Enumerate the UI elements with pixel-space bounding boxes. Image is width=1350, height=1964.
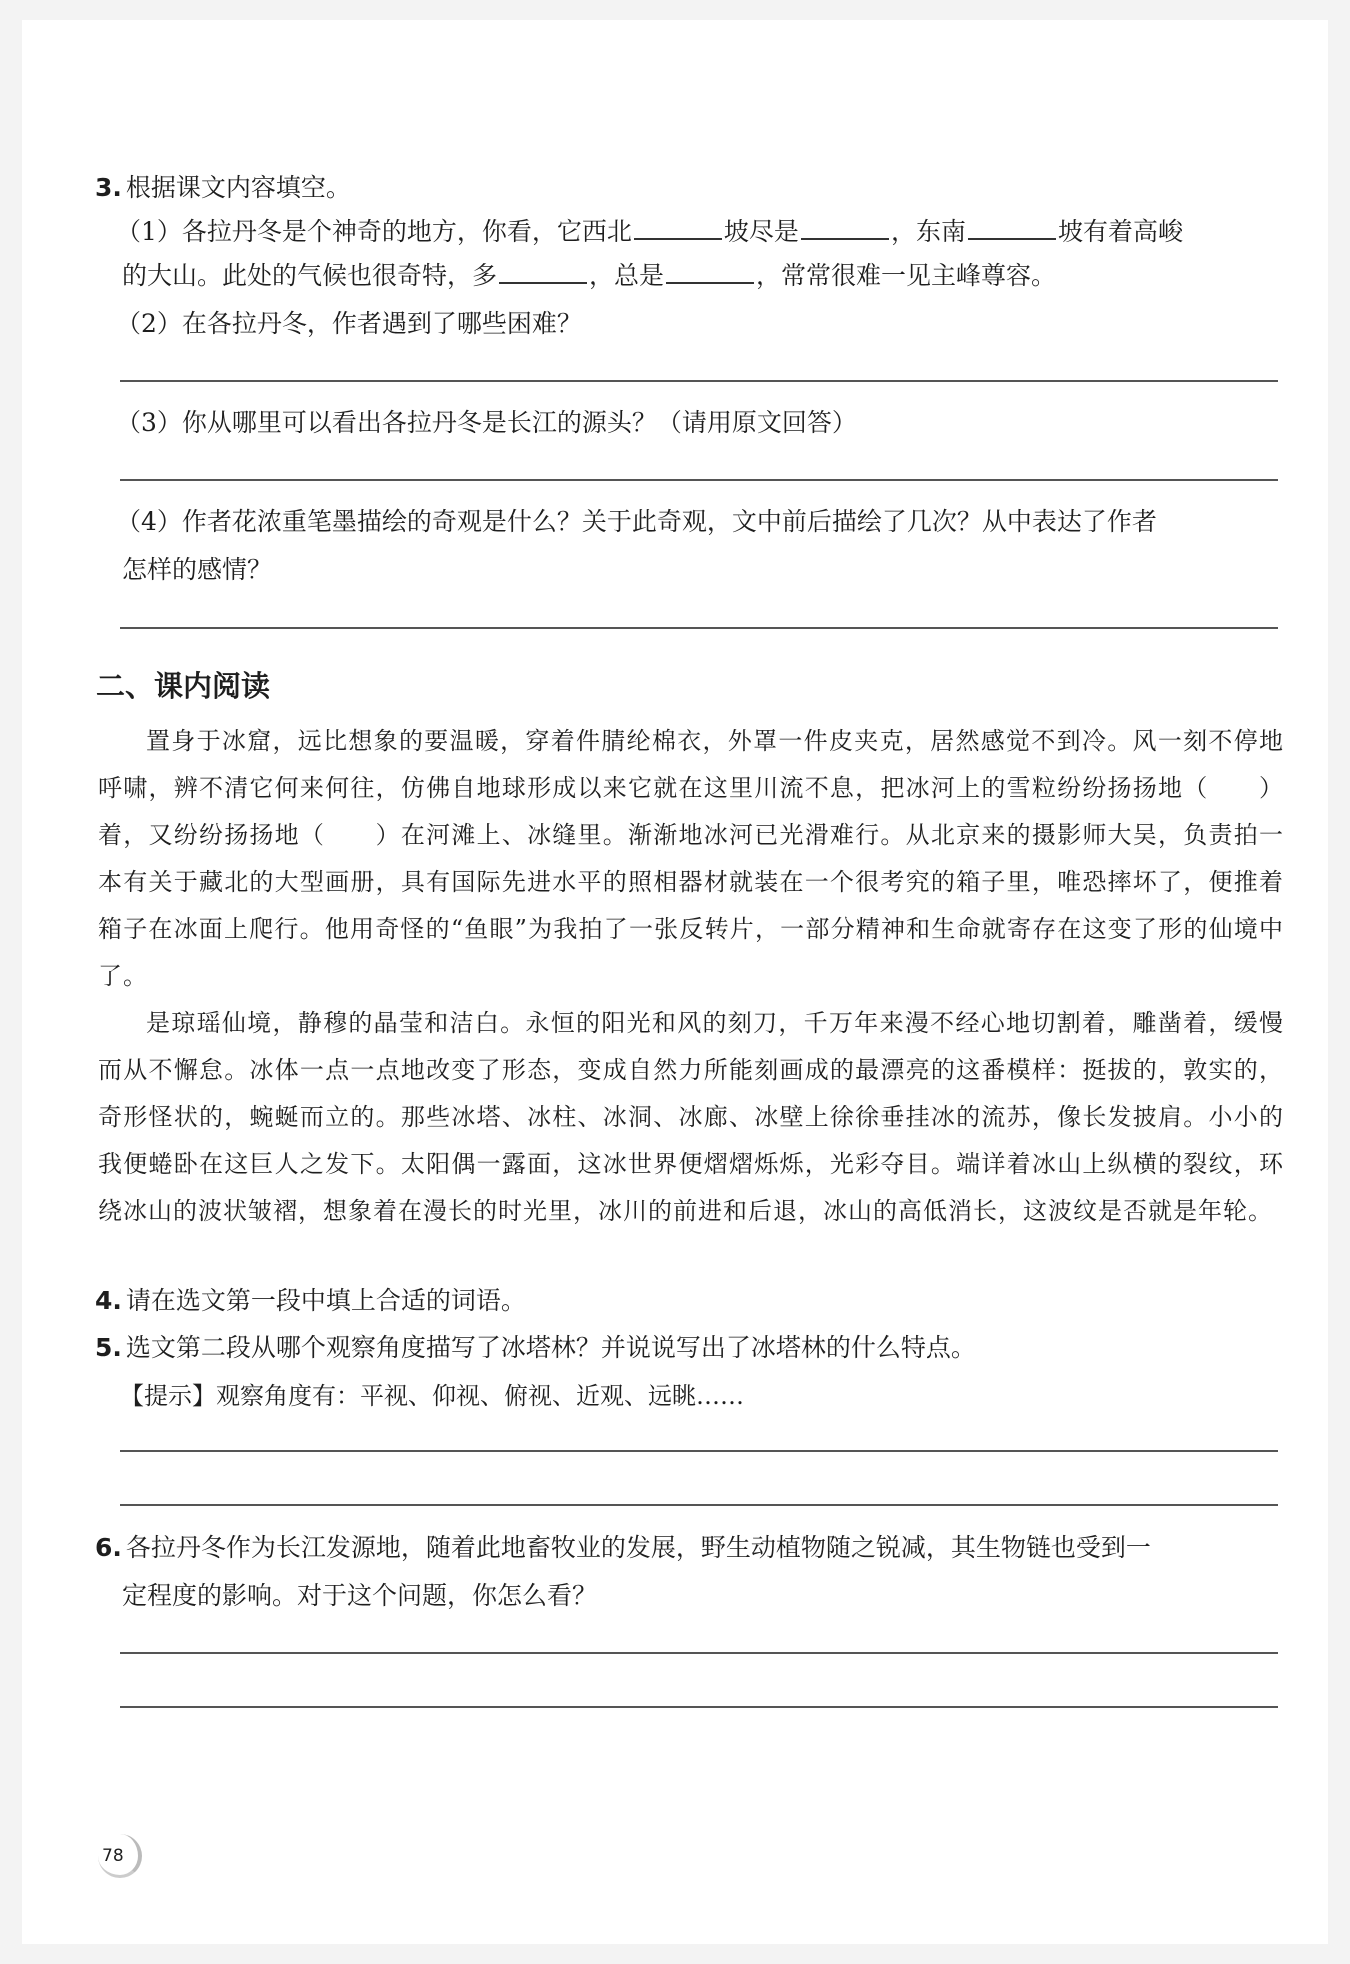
fill-blank[interactable]: [499, 256, 587, 284]
q3-part-1-text: 的大山。此处的气候也很奇特，多: [122, 261, 498, 290]
answer-line[interactable]: [120, 1504, 1278, 1506]
answer-line[interactable]: [120, 380, 1278, 382]
q3-part-1-text: ，常常很难一见主峰尊容。: [756, 261, 1057, 290]
answer-line[interactable]: [120, 1450, 1278, 1452]
q3-part-4-line-2: 怎样的感情？: [122, 555, 273, 584]
question-text: 根据课文内容填空。: [125, 173, 351, 202]
q3-part-1-text: （1）各拉丹冬是个神奇的地方，你看，它西北: [116, 217, 632, 246]
answer-line[interactable]: [120, 1652, 1278, 1654]
q3-part-1-text: ，东南: [890, 217, 966, 246]
question-6: [95, 1530, 1151, 1566]
fill-blank[interactable]: [634, 212, 722, 240]
q3-part-2: （2）在各拉丹冬，作者遇到了哪些困难？: [116, 309, 582, 338]
passage-paragraph-2: 是琼瑶仙境，静穆的晶莹和洁白。永恒的阳光和风的刻刀，千万年来漫不经心地切割着，雕凿着，缓慢而从不懈怠。冰体一点一点地改变了形态，变成自然力所能刻画成的最漂亮的这番模样：挺拔的，敦实的，奇形怪状的，蜿蜒而立的。那些冰塔、冰柱、冰洞、冰廊、冰壁上徐徐垂挂冰的流苏，像长发披肩。小小的我便蜷卧在这巨人之发下。太阳偶一露面，这冰世界便熠熠烁烁，光彩夺目。端详着冰山上纵横的裂纹，环绕冰山的波状皱褶，想象着在漫长的时光里，冰川的前进和后退，冰山的高低消长，这波纹是否就是年轮。: [98, 1009, 1284, 1225]
passage-paragraph-1: 置身于冰窟，远比想象的要温暖，穿着件腈纶棉衣，外罩一件皮夹克，居然感觉不到冷。风一刻不停地呼啸，辨不清它何来何往，仿佛自地球形成以来它就在这里川流不息，把冰河上的雪粒纷纷扬扬地（ ）着，又纷纷扬扬地（ ）在河滩上、冰缝里。渐渐地冰河已光滑难行。从北京来的摄影师大吴，负责拍一本有关于藏北的大型画册，具有国际先进水平的照相器材就装在一个很考究的箱子里，唯恐摔坏了，便推着箱子在冰面上爬行。他用奇怪的“鱼眼”为我拍了一张反转片，一部分精神和生命就寄存在这变了形的仙境中了。: [98, 727, 1284, 990]
q3-part-1-line-2: [122, 256, 1056, 294]
q3-part-1-text: 坡有着高峻: [1057, 217, 1183, 246]
question-text: 各拉丹冬作为长江发源地，随着此地畜牧业的发展，野生动植物随之锐减，其生物链也受到一: [125, 1533, 1151, 1562]
answer-line[interactable]: [120, 479, 1278, 481]
question-number: 4.: [95, 1286, 122, 1315]
q3-part-4-line-1: （4）作者花浓重笔墨描绘的奇观是什么？关于此奇观，文中前后描绘了几次？从中表达了作者: [116, 507, 1157, 536]
question-number: 3.: [95, 173, 122, 202]
question-3: [95, 170, 351, 206]
answer-line[interactable]: [120, 1706, 1278, 1708]
hint-text: 【提示】观察角度有：平视、仰视、俯视、近观、远眺……: [120, 1382, 744, 1410]
question-number: 6.: [95, 1533, 122, 1562]
q3-part-1-text: 坡尽是: [723, 217, 799, 246]
question-text: 请在选文第一段中填上合适的词语。: [125, 1286, 526, 1315]
page-number: 78: [98, 1834, 142, 1878]
question-number: 5.: [95, 1333, 122, 1362]
question-text: 选文第二段从哪个观察角度描写了冰塔林？并说说写出了冰塔林的什么特点。: [125, 1333, 976, 1362]
question-5: [95, 1330, 976, 1366]
fill-blank[interactable]: [801, 212, 889, 240]
fill-blank[interactable]: [666, 256, 754, 284]
section-title: 二、课内阅读: [96, 669, 271, 703]
q3-part-3: （3）你从哪里可以看出各拉丹冬是长江的源头？（请用原文回答）: [116, 408, 857, 437]
answer-line[interactable]: [120, 627, 1278, 629]
q3-part-1-line-1: [116, 212, 1183, 250]
question-6-line-2: 定程度的影响。对于这个问题，你怎么看？: [122, 1581, 598, 1610]
q3-part-1-text: ，总是: [589, 261, 665, 290]
fill-blank[interactable]: [968, 212, 1056, 240]
question-4: [95, 1283, 526, 1319]
